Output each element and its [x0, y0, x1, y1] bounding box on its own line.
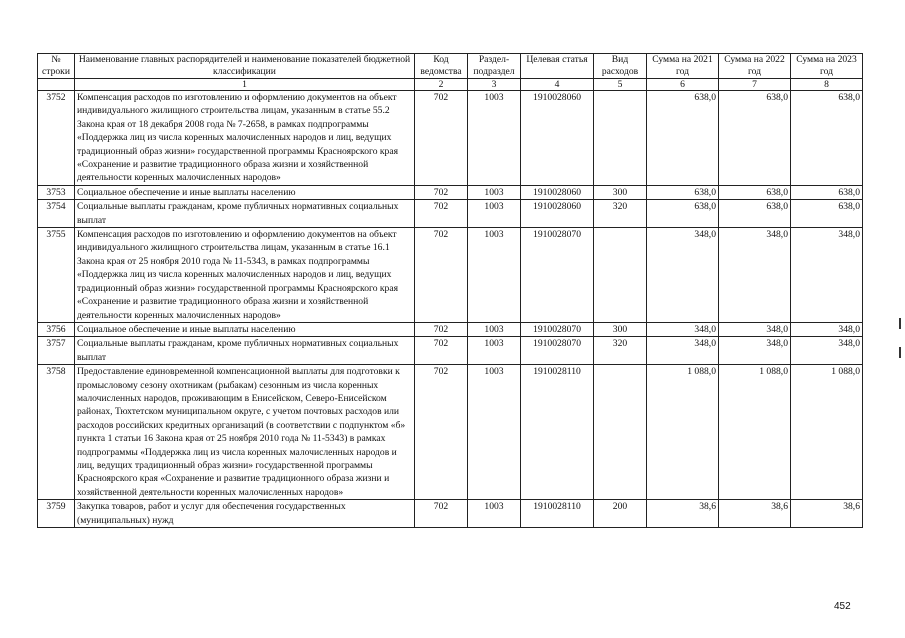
- expense-type: 300: [594, 185, 647, 199]
- sum-2023: 348,0: [791, 322, 863, 336]
- target-code: 1910028070: [521, 228, 594, 323]
- sum-2021: 38,6: [647, 500, 719, 528]
- target-code: 1910028110: [521, 500, 594, 528]
- row-number: 3752: [38, 91, 75, 186]
- header-name: Наименование главных распорядителей и наименование показателей бюджетной классификации: [75, 54, 415, 79]
- header-sum-2022: Сумма на 2022 год: [719, 54, 791, 79]
- sum-2022: 348,0: [719, 228, 791, 323]
- row-name: Компенсация расходов по изготовлению и оформлению документов на объект индивидуального жилищного строительства лицам, указанным в статье 16.1 Закона края от 25 ноября 2010 года № 11-5343, в рамках подпрограммы «Поддержка лиц из числа коренных малочисленных народов и лиц, ведущих традиционный образ жизни» государственной программы Красноярского края «Сохранение и развитие традиционного образа жизни и хозяйственной деятельности коренных малочисленных народов»: [75, 228, 415, 323]
- sum-2021: 348,0: [647, 228, 719, 323]
- row-name: Предоставление единовременной компенсационной выплаты для подготовки к промысловому сезону охотникам (рыбакам) сезонным из числа коренных малочисленных народов, проживающим в Енисейском, Северо-Енисейском районах, Тюхтетском муниципальном округе, с учетом почтовых расходов или расходов российских кредитных организаций (в соответствии с подпунктом «б» пункта 1 статьи 16 Закона края от 25 ноября 2010 года № 11-5343) в рамках подпрограммы «Поддержка лиц из числа коренных малочисленных народов и лиц, ведущих традиционный образ жизни» государственной программы Красноярского края «Сохранение и развитие традиционного образа жизни и хозяйственной деятельности коренных малочисленных народов»: [75, 365, 415, 500]
- section-code: 1003: [468, 365, 521, 500]
- target-code: 1910028060: [521, 91, 594, 186]
- row-name: Социальное обеспечение и иные выплаты населению: [75, 322, 415, 336]
- dept-code: 702: [415, 200, 468, 228]
- scan-artifact: [899, 347, 901, 358]
- section-code: 1003: [468, 228, 521, 323]
- expense-type: [594, 91, 647, 186]
- table-row: [38, 322, 863, 336]
- row-name: Социальное обеспечение и иные выплаты населению: [75, 185, 415, 199]
- sum-2023: 1 088,0: [791, 365, 863, 500]
- sum-2022: 638,0: [719, 185, 791, 199]
- expense-type: 200: [594, 500, 647, 528]
- row-name: Социальные выплаты гражданам, кроме публичных нормативных социальных выплат: [75, 337, 415, 365]
- header-sum-2021: Сумма на 2021 год: [647, 54, 719, 79]
- column-number: 6: [647, 79, 719, 91]
- sum-2023: 348,0: [791, 337, 863, 365]
- header-target: Целевая статья: [521, 54, 594, 79]
- sum-2022: 638,0: [719, 200, 791, 228]
- row-number: 3753: [38, 185, 75, 199]
- row-number: 3755: [38, 228, 75, 323]
- column-number-row: [38, 79, 863, 91]
- header-exp-type: Вид расходов: [594, 54, 647, 79]
- dept-code: 702: [415, 365, 468, 500]
- header-dept: Код ведомства: [415, 54, 468, 79]
- column-number: 3: [468, 79, 521, 91]
- dept-code: 702: [415, 322, 468, 336]
- dept-code: 702: [415, 337, 468, 365]
- sum-2023: 638,0: [791, 200, 863, 228]
- target-code: 1910028060: [521, 200, 594, 228]
- column-number: 8: [791, 79, 863, 91]
- table-row: [38, 91, 863, 186]
- column-number: 4: [521, 79, 594, 91]
- column-number: [38, 79, 75, 91]
- row-number: 3757: [38, 337, 75, 365]
- page-number: 452: [834, 601, 851, 612]
- section-code: 1003: [468, 500, 521, 528]
- row-name: Компенсация расходов по изготовлению и оформлению документов на объект индивидуального жилищного строительства лицам, указанным в статье 55.2 Закона края от 18 декабря 2008 года № 7-2658, в рамках подпрограммы «Поддержка лиц из числа коренных малочисленных народов и лиц, ведущих традиционный образ жизни» государственной программы Красноярского края «Сохранение и развитие традиционного образа жизни и хозяйственной деятельности коренных малочисленных народов»: [75, 91, 415, 186]
- sum-2022: 638,0: [719, 91, 791, 186]
- dept-code: 702: [415, 185, 468, 199]
- column-number: 1: [75, 79, 415, 91]
- sum-2022: 38,6: [719, 500, 791, 528]
- section-code: 1003: [468, 185, 521, 199]
- sum-2021: 638,0: [647, 185, 719, 199]
- section-code: 1003: [468, 200, 521, 228]
- table-header-row: [38, 54, 863, 79]
- scan-artifact: [899, 318, 901, 329]
- target-code: 1910028070: [521, 337, 594, 365]
- sum-2022: 1 088,0: [719, 365, 791, 500]
- table-row: [38, 200, 863, 228]
- column-number: 7: [719, 79, 791, 91]
- row-name: Закупка товаров, работ и услуг для обеспечения государственных (муниципальных) нужд: [75, 500, 415, 528]
- sum-2023: 38,6: [791, 500, 863, 528]
- column-number: 5: [594, 79, 647, 91]
- target-code: 1910028110: [521, 365, 594, 500]
- section-code: 1003: [468, 91, 521, 186]
- row-number: 3759: [38, 500, 75, 528]
- sum-2022: 348,0: [719, 337, 791, 365]
- header-row-no: № строки: [38, 54, 75, 79]
- header-sum-2023: Сумма на 2023 год: [791, 54, 863, 79]
- table-row: [38, 500, 863, 528]
- row-name: Социальные выплаты гражданам, кроме публичных нормативных социальных выплат: [75, 200, 415, 228]
- expense-type: [594, 365, 647, 500]
- sum-2021: 638,0: [647, 200, 719, 228]
- dept-code: 702: [415, 228, 468, 323]
- sum-2021: 348,0: [647, 337, 719, 365]
- sum-2023: 638,0: [791, 91, 863, 186]
- expense-type: 320: [594, 200, 647, 228]
- sum-2023: 638,0: [791, 185, 863, 199]
- section-code: 1003: [468, 322, 521, 336]
- expense-type: 320: [594, 337, 647, 365]
- budget-table: [37, 53, 863, 528]
- header-section: Раздел-подраздел: [468, 54, 521, 79]
- sum-2021: 638,0: [647, 91, 719, 186]
- table-row: [38, 365, 863, 500]
- sum-2022: 348,0: [719, 322, 791, 336]
- table-row: [38, 228, 863, 323]
- table-row: [38, 337, 863, 365]
- table-row: [38, 185, 863, 199]
- expense-type: 300: [594, 322, 647, 336]
- section-code: 1003: [468, 337, 521, 365]
- column-number: 2: [415, 79, 468, 91]
- target-code: 1910028070: [521, 322, 594, 336]
- sum-2023: 348,0: [791, 228, 863, 323]
- expense-type: [594, 228, 647, 323]
- dept-code: 702: [415, 91, 468, 186]
- target-code: 1910028060: [521, 185, 594, 199]
- dept-code: 702: [415, 500, 468, 528]
- sum-2021: 348,0: [647, 322, 719, 336]
- row-number: 3758: [38, 365, 75, 500]
- row-number: 3754: [38, 200, 75, 228]
- row-number: 3756: [38, 322, 75, 336]
- sum-2021: 1 088,0: [647, 365, 719, 500]
